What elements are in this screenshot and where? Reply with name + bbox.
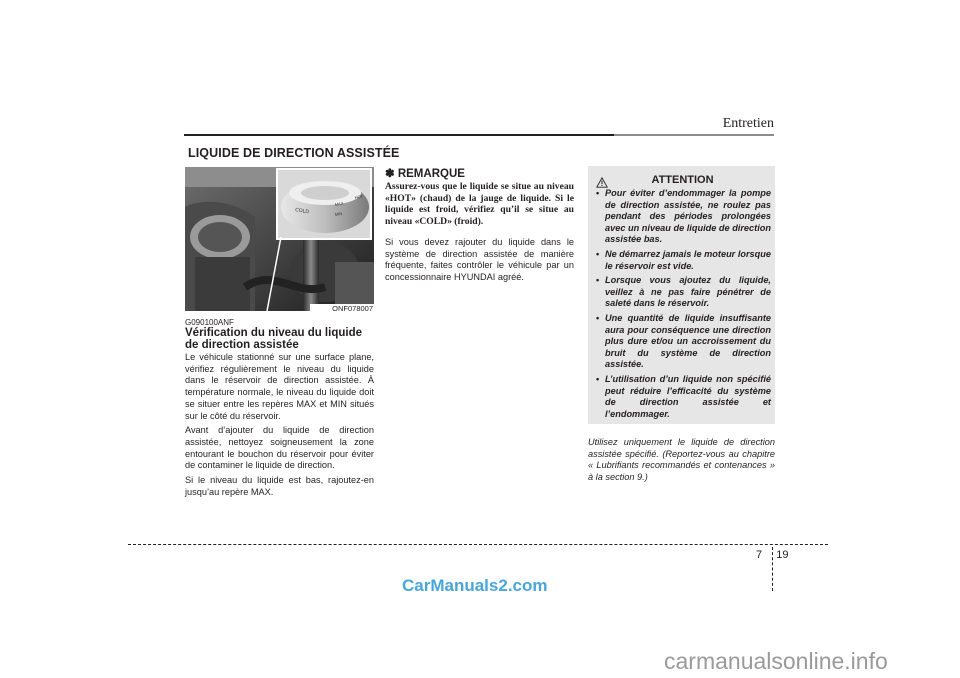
note-bold-text: Assurez-vous que le liquide se situe au niveau «HOT» (chaud) de la jauge de liquide. Si le liquide est froid, vérifiez qu’il se situe au niveau «COLD» (froid). bbox=[385, 181, 574, 228]
caution-note: Utilisez uniquement le liquide de direction assistée spécifié. (Reportez-vous au chapitre « Lubrifiants recommandés et contenances » à la section 9.) bbox=[588, 437, 775, 482]
left-paragraph: Le véhicule stationné sur une surface plane, vérifiez régulièrement le niveau du liquide dans le réservoir de direction assistée. À température normale, le niveau du liquide doit se situer entre les repères MAX et MIN situés sur le côté du réservoir. bbox=[185, 352, 374, 421]
caution-title: ATTENTION bbox=[651, 174, 714, 186]
watermark-carmanualsonline[interactable]: carmanualsonline.info bbox=[664, 648, 888, 674]
header-rule-light bbox=[614, 134, 774, 136]
chapter-number: 7 bbox=[756, 549, 763, 561]
reservoir-illustration bbox=[185, 167, 374, 311]
gauge-label-min: MIN bbox=[334, 211, 343, 217]
header-rule bbox=[184, 134, 614, 136]
caution-item: • Une quantité de liquide insuffisante aura pour conséquence une direction plus dure et/ou un accroissement du bruit du système de direction assistée. bbox=[596, 313, 771, 371]
gauge-label-cold: COLD bbox=[294, 207, 310, 216]
caution-list bbox=[596, 188, 771, 423]
watermark-carmanuals2[interactable]: CarManuals2.com bbox=[402, 576, 548, 595]
reservoir-photo bbox=[185, 167, 374, 311]
left-body bbox=[185, 352, 374, 501]
caution-item: • Lorsque vous ajoutez du liquide, veillez à ne pas faire pénétrer de saleté dans le réservoir. bbox=[596, 275, 771, 310]
note-body: Si vous devez rajouter du liquide dans le système de direction assistée de manière fréquente, faites contrôler le véhicule par un concessionnaire HYUNDAI agréé. bbox=[385, 237, 574, 283]
caution-item: • Ne démarrez jamais le moteur lorsque le réservoir est vide. bbox=[596, 249, 771, 272]
footer-rule bbox=[128, 544, 828, 545]
caution-item: • L’utilisation d’un liquide non spécifié peut réduire l’efficacité du système de direction assistée et l’endommager. bbox=[596, 374, 771, 420]
header-title: Entretien bbox=[722, 116, 774, 131]
page-number-value: 19 bbox=[776, 549, 789, 561]
left-paragraph: Avant d’ajouter du liquide de direction assistée, nettoyez soigneusement la zone entourant le bouchon du réservoir pour éviter de contaminer le liquide de direction. bbox=[185, 425, 374, 471]
note-title: ✽ REMARQUE bbox=[385, 168, 465, 180]
figure-code: ONF078007 bbox=[310, 304, 374, 313]
subsection-heading: Vérification du niveau du liquide de direction assistée bbox=[185, 327, 362, 351]
caution-item: • Pour éviter d’endommager la pompe de direction assistée, ne roulez pas pendant des périodes prolongées avec un niveau de liquide de direction assistée bas. bbox=[596, 188, 771, 246]
gauge-label-hot: HOT bbox=[354, 193, 364, 200]
section-title: LIQUIDE DE DIRECTION ASSISTÉE bbox=[188, 146, 400, 160]
left-paragraph: Si le niveau du liquide est bas, rajoutez-en jusqu’au repère MAX. bbox=[185, 475, 374, 497]
section-code: G090100ANF bbox=[185, 318, 234, 327]
gauge-label-max: MAX bbox=[334, 200, 344, 207]
page-number bbox=[756, 549, 796, 561]
